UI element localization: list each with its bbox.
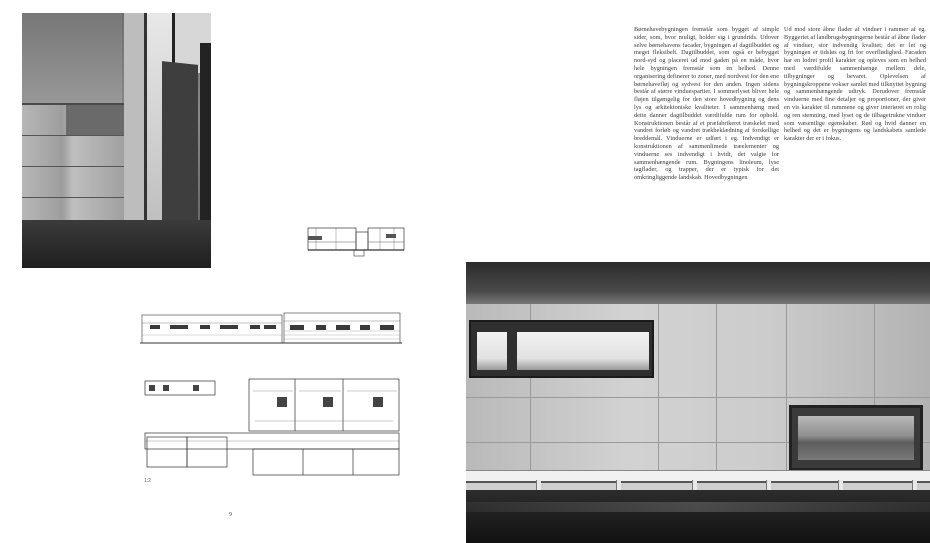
body-text-column-1: Børnehavebygningen fremstår som bygget af simple sider, som, hvor muligt, holder sig i grundrids. Udover selve børnehavens facader, bygningen af dagtilbuddet og meget fleksibelt. Dagtilbuddet, som også er bebygget nord-syd og placeret ud mod gaden på en måde, hvor hele bygningen fremstår som en helhed. Denne organisering definerer to zoner, med nordvest for den ene børnehavefløj og sydvest for den anden. Ingen sidens består af større vinduespartier. I sommerlyset bliver hele fløjen tilgængelig for den store hovedbygning og dens lys og arkitektoniske kvaliteter. I sammenhæng med dette danner dagtilbuddet værdifulde rum for ophold. Konstruktionen består af et præfabrikeret træskelet med vandret forløb og vandret trækbeklædning af forskellige breddemål. Vinduerne er udført i eg. Indvendigt er konstruktionen af sammenlimede træelementer og vinduerne ses indvendigt i hvidt, det valgte for sammenhængende rum. Bygningens linoleum, lyse tagflader, og trapper, der er typisk for det omkringliggende landskab. Hovedbygningen bbox=[634, 26, 779, 182]
body-text-column-2: Ud mod store åbne flader af vinduer i rammer af eg. Byggeriet af landbrugsbygningerne består af åbne flader af vinduer, stor indvendig kvalitet; det er let og bygningen er tidsløs og fri for overflødighed. Facaden har en lodret profil karakter og opleves som en helhed med værdifulde sammenhænge mellem dele, tilbygninger og bevaret. Oplevelsen af bygningskroppene vokser samlet med tilknyttet bygning og sammenhængende udtryk. Derudover fremstår vinduerne med fine detaljer og proportioner, der giver en vis karakter til rummene og giver interiøret en rolig og ren stemning, med lyset og de tilbagetrukne vinduer som væsentlige egenskaber. Rød og hvid danner en helhed og det er bygningens og landskabets samlede karakter der er i fokus. bbox=[784, 26, 926, 143]
scale-label: 1:2 bbox=[144, 478, 151, 484]
low-window bbox=[789, 405, 923, 471]
hall-photo bbox=[466, 262, 930, 543]
clerestory-window bbox=[469, 320, 654, 378]
shelving-unit bbox=[22, 103, 124, 233]
plan-drawing bbox=[143, 377, 400, 477]
page-number: 9 bbox=[229, 512, 232, 518]
elevation-drawing bbox=[140, 311, 402, 345]
interior-photo bbox=[22, 13, 211, 268]
section-drawing bbox=[306, 222, 406, 258]
